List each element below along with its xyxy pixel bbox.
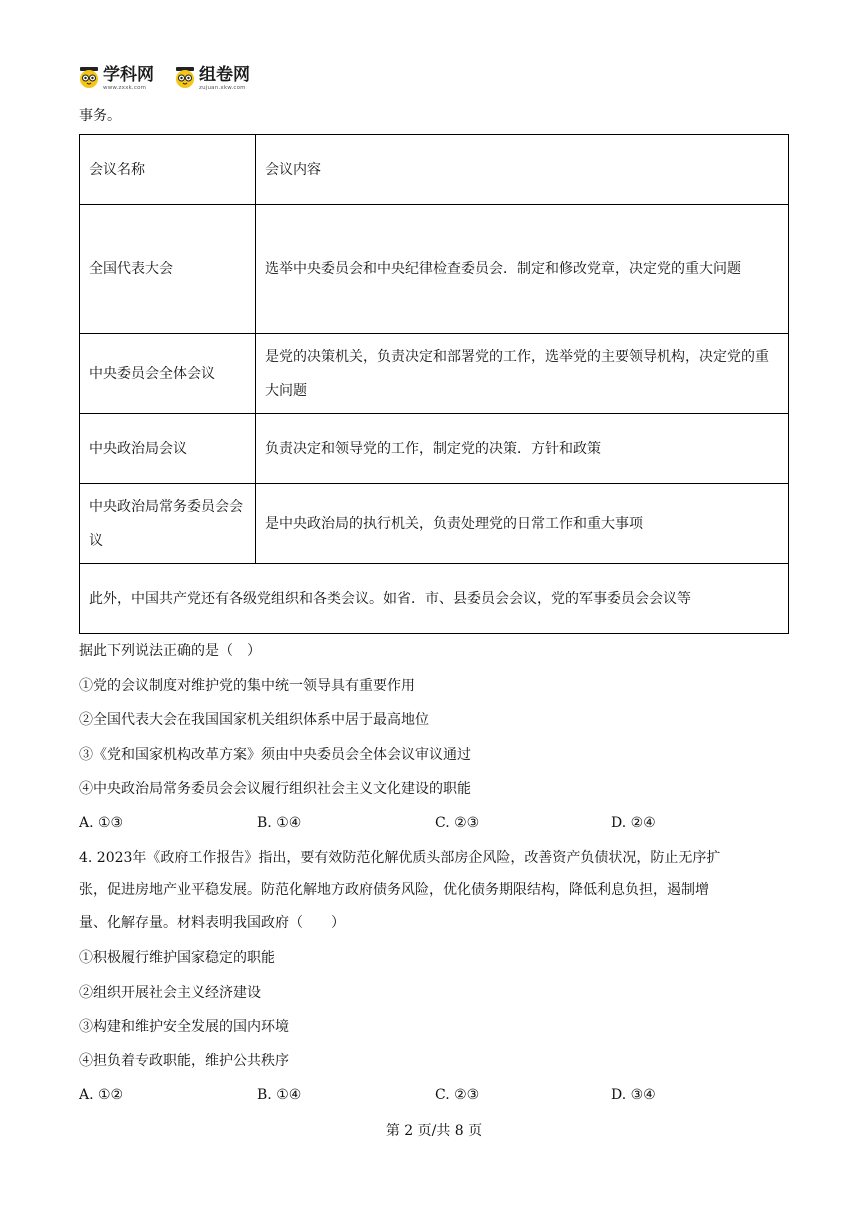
logo-url: zujuan.xkw.com [199, 85, 246, 91]
owl-icon [78, 66, 100, 88]
q4-stem-line-1: 4. 2023年《政府工作报告》指出，要有效防范化解优质头部房企风险，改善资产负债状况，防止无序扩 [79, 850, 721, 866]
q3-option-2: ②全国代表大会在我国国家机关组织体系中居于最高地位 [79, 712, 429, 728]
logo-url: www.zxxk.com [103, 85, 147, 91]
meeting-content-cell: 是党的决策机关，负责决定和部署党的工作，选举党的主要领导机构，决定党的重大问题 [256, 334, 789, 414]
q3-option-3: ③《党和国家机构改革方案》须由中央委员会全体会议审议通过 [79, 747, 471, 763]
q3-answer-choices [79, 813, 779, 833]
q4-choice-b[interactable]: B. ①④ [257, 1087, 302, 1103]
q4-answer-choices [79, 1085, 779, 1105]
q3-option-4: ④中央政治局常务委员会会议履行组织社会主义文化建设的职能 [79, 781, 471, 797]
meeting-content-cell: 是中央政治局的执行机关，负责处理党的日常工作和重大事项 [256, 484, 789, 564]
table-footer-row [80, 564, 789, 634]
meeting-content-cell: 负责决定和领导党的工作，制定党的决策．方针和政策 [256, 414, 789, 484]
q4-option-2: ②组织开展社会主义经济建设 [79, 985, 261, 1001]
meeting-name-cell: 中央政治局常务委员会会议 [80, 484, 256, 564]
header-cell-name: 会议名称 [80, 135, 256, 205]
q3-stem: 据此下列说法正确的是（ ） [79, 643, 261, 659]
q3-choice-b[interactable]: B. ①④ [257, 815, 302, 831]
table-row [80, 334, 789, 414]
q4-choice-c[interactable]: C. ②③ [435, 1087, 480, 1103]
xuekewang-logo[interactable] [78, 66, 154, 92]
header-cell-content: 会议内容 [256, 135, 789, 205]
q3-option-1: ①党的会议制度对维护党的集中统一领导具有重要作用 [79, 678, 415, 694]
q4-stem-line-3: 量、化解存量。材料表明我国政府（ ） [79, 915, 345, 931]
table-row [80, 414, 789, 484]
page-number: 第 2 页/共 8 页 [385, 1123, 483, 1139]
table-row [80, 205, 789, 334]
q3-choice-c[interactable]: C. ②③ [435, 815, 480, 831]
meeting-name-cell: 中央政治局会议 [80, 414, 256, 484]
meeting-content-cell: 选举中央委员会和中央纪律检查委员会．制定和修改党章，决定党的重大问题 [256, 205, 789, 334]
table-row [80, 484, 789, 564]
q3-choice-a[interactable]: A. ①③ [79, 815, 124, 831]
q4-stem-line-2: 张，促进房地产业平稳发展。防范化解地方政府债务风险，优化债务期限结构，降低利息负担，遏制增 [79, 882, 709, 898]
q4-option-4: ④担负着专政职能，维护公共秩序 [79, 1053, 289, 1069]
table-footer-note: 此外，中国共产党还有各级党组织和各类会议。如省．市、县委员会会议，党的军事委员会会议等 [80, 564, 789, 634]
q4-choice-a[interactable]: A. ①② [79, 1087, 124, 1103]
intro-tail-text: 事务。 [79, 108, 121, 124]
q4-option-1: ①积极履行维护国家稳定的职能 [79, 950, 275, 966]
q3-choice-d[interactable]: D. ②④ [611, 815, 656, 831]
meeting-name-cell: 中央委员会全体会议 [80, 334, 256, 414]
meeting-table [79, 134, 789, 634]
meeting-name-cell: 全国代表大会 [80, 205, 256, 334]
table-header-row [80, 135, 789, 205]
owl-icon [174, 66, 196, 88]
logo-title: 学科网 [103, 65, 154, 85]
logo-title: 组卷网 [199, 65, 250, 85]
zujuanwang-logo[interactable] [174, 66, 250, 92]
q4-option-3: ③构建和维护安全发展的国内环境 [79, 1019, 289, 1035]
q4-choice-d[interactable]: D. ③④ [611, 1087, 656, 1103]
header-logos [78, 66, 250, 96]
